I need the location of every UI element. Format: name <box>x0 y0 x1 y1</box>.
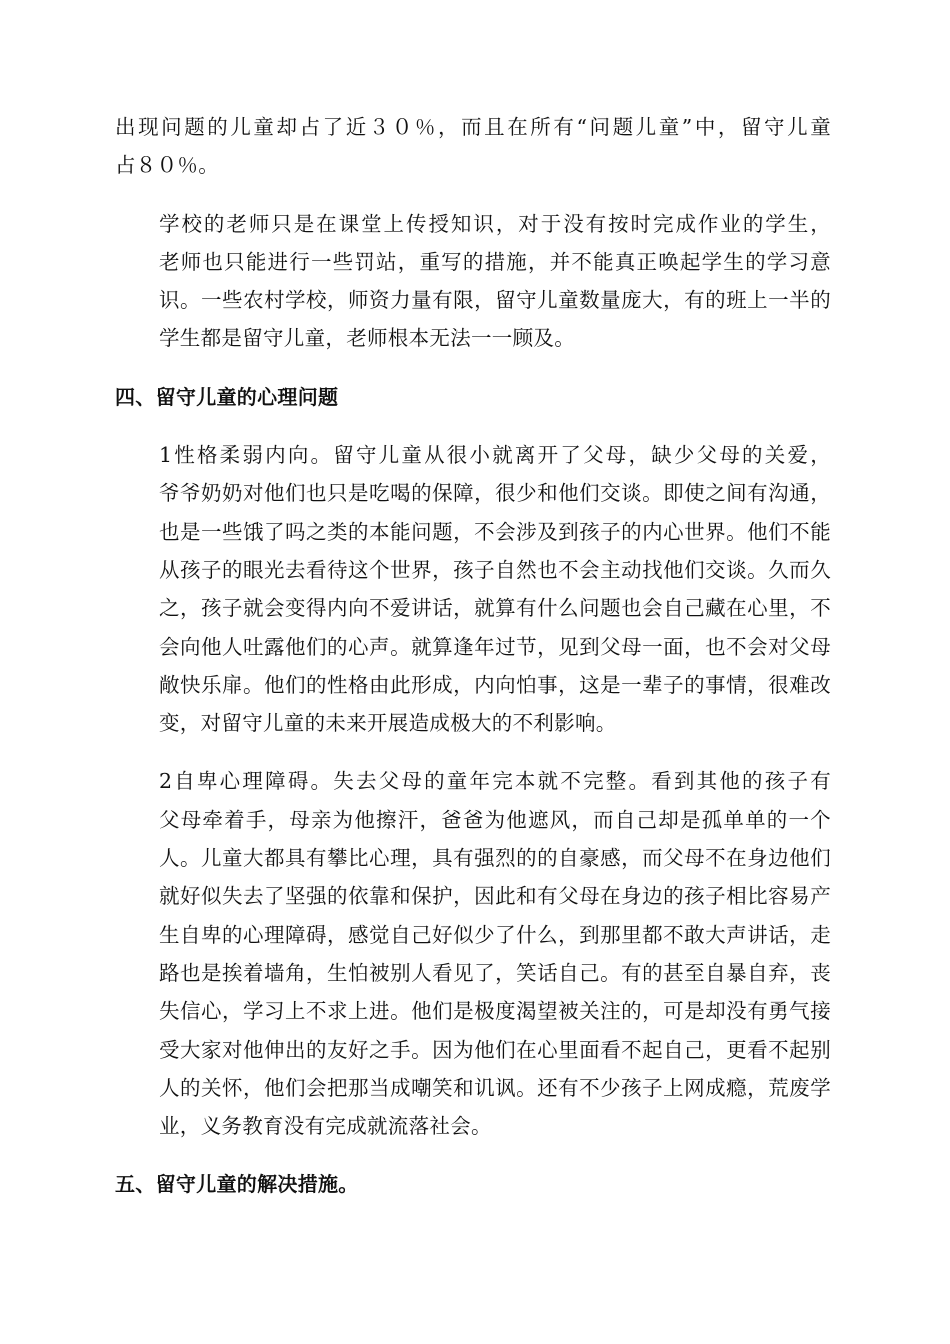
text-line: 就好似失去了坚强的依靠和保护，因此和有父母在身边的孩子相比容易产 <box>159 884 831 909</box>
text-line: 业，义务教育没有完成就流落社会。 <box>159 1114 492 1139</box>
text-line: 人。儿童大都具有攀比心理，具有强烈的的自豪感，而父母不在身边他们 <box>159 846 831 871</box>
paragraph-introverted-personality <box>115 436 831 742</box>
text-line: 出现问题的儿童却占了近３０％，而且在所有“问题儿童”中，留守儿童 <box>115 115 831 139</box>
text-line: 路也是挨着墙角，生怕被别人看见了，笑话自己。有的甚至自暴自弃，丧 <box>159 960 831 985</box>
text-line: 1性格柔弱内向。留守儿童从很小就离开了父母，缺少父母的关爱， <box>159 443 831 468</box>
text-line: 占８０％。 <box>115 153 219 178</box>
text-line: 人的关怀，他们会把那当成嘲笑和讥讽。还有不少孩子上网成瘾，荒废学 <box>159 1075 831 1100</box>
text-line: 学校的老师只是在课堂上传授知识，对于没有按时完成作业的学生， <box>159 211 831 236</box>
text-line: 学生都是留守儿童，老师根本无法一一顾及。 <box>159 326 575 351</box>
text-line: 老师也只能进行一些罚站，重写的措施，并不能真正唤起学生的学习意 <box>159 249 831 274</box>
section-heading-psychological-problems: 四、留守儿童的心理问题 <box>115 384 339 409</box>
text-line: 敞快乐扉。他们的性格由此形成，内向怕事，这是一辈子的事情，很难改 <box>159 672 831 697</box>
text-line: 失信心，学习上不求上进。他们是极度渴望被关注的，可是却没有勇气接 <box>159 999 831 1024</box>
paragraph-statistics <box>115 108 831 185</box>
text-line: 从孩子的眼光去看待这个世界，孩子自然也不会主动找他们交谈。久而久 <box>159 557 831 582</box>
text-line: 变，对留守儿童的未来开展造成极大的不利影响。 <box>159 711 617 736</box>
text-line: 父母牵着手，母亲为他擦汗，爸爸为他遮风，而自己却是孤单单的一个 <box>159 807 831 832</box>
text-line: 之，孩子就会变得内向不爱讲话，就算有什么问题也会自己藏在心里，不 <box>159 596 831 621</box>
document-body <box>115 108 831 1224</box>
text-line: 生自卑的心理障碍，感觉自己好似少了什么，到那里都不敢大声讲话，走 <box>159 922 831 947</box>
text-line: 识。一些农村学校，师资力量有限，留守儿童数量庞大，有的班上一半的 <box>159 288 831 313</box>
text-line: 受大家对他伸出的友好之手。因为他们在心里面看不起自己，更看不起别 <box>159 1037 831 1062</box>
text-line: 2自卑心理障碍。失去父母的童年完本就不完整。看到其他的孩子有 <box>159 769 831 794</box>
text-line: 也是一些饿了吗之类的本能问题，不会涉及到孩子的内心世界。他们不能 <box>159 519 831 544</box>
text-line: 会向他人吐露他们的心声。就算逢年过节，见到父母一面，也不会对父母 <box>159 634 831 659</box>
text-line: 爷爷奶奶对他们也只是吃喝的保障，很少和他们交谈。即使之间有沟通， <box>159 481 831 506</box>
section-heading-solutions: 五、留守儿童的解决措施。 <box>115 1172 359 1197</box>
paragraph-inferiority <box>115 762 831 1145</box>
paragraph-teachers <box>115 205 831 358</box>
